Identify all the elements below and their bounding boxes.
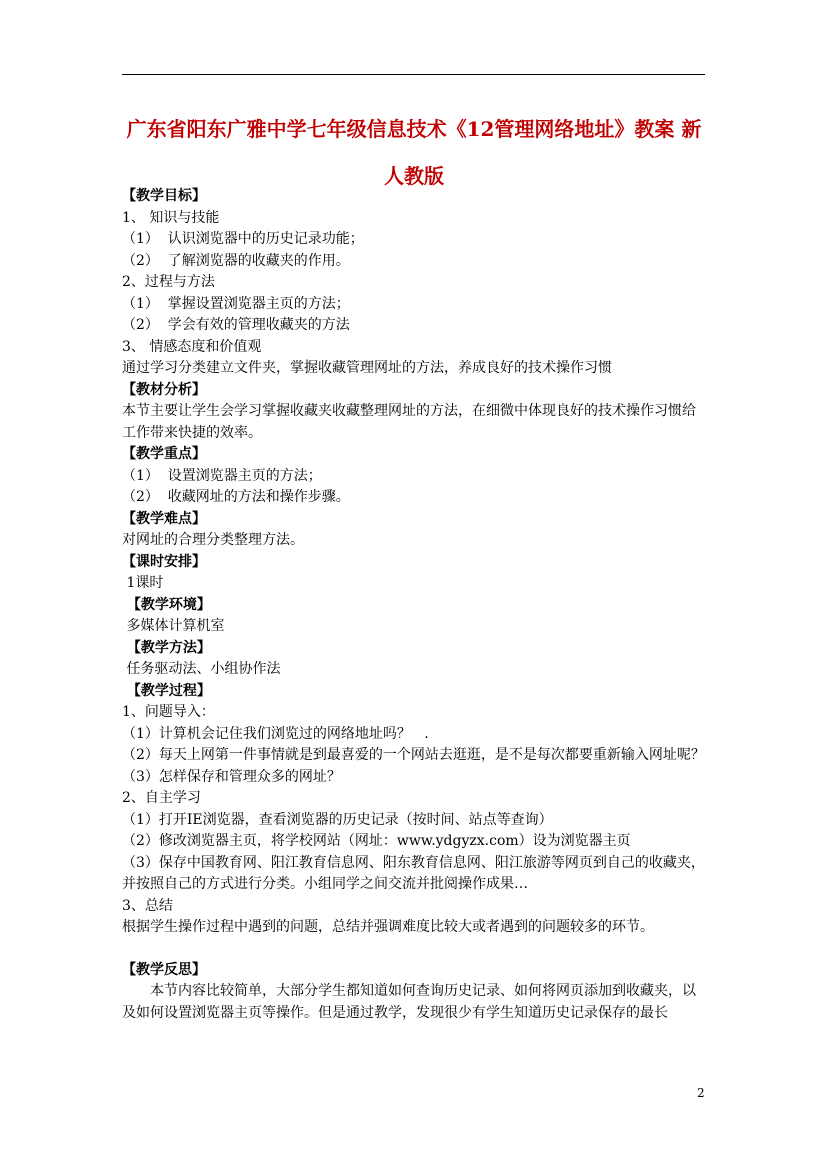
process-line: 1、问题导入： bbox=[122, 704, 215, 720]
process-line: （1）计算机会记住我们浏览过的网络地址吗？ . bbox=[122, 725, 429, 742]
section-heading-process: 【教学过程】 bbox=[122, 682, 211, 699]
section-heading-analysis: 【教材分析】 bbox=[122, 381, 206, 398]
process-line: （2）修改浏览器主页，将学校网站（网址：www.ydgyzx.com）设为浏览器主页 bbox=[122, 833, 631, 849]
objective-line: （2） 学会有效的管理收藏夹的方法 bbox=[122, 317, 350, 333]
objective-line: 1、 知识与技能 bbox=[122, 209, 220, 226]
page-number: 2 bbox=[697, 1086, 705, 1100]
process-line: 3、总结 bbox=[122, 897, 173, 914]
section-heading-objectives: 【教学目标】 bbox=[122, 188, 206, 204]
methods-text: 任务驱动法、小组协作法 bbox=[122, 661, 281, 677]
analysis-text: 本节主要让学生会学习掌握收藏夹收藏整理网址的方法，在细微中体现良好的技术操作习惯给工作带来快捷的效率。 bbox=[122, 403, 696, 441]
section-heading-reflection: 【教学反思】 bbox=[122, 961, 206, 978]
process-line: 2、自主学习 bbox=[122, 790, 201, 806]
environment-text: 多媒体计算机室 bbox=[122, 618, 225, 634]
objective-line: （1） 掌握设置浏览器主页的方法； bbox=[122, 295, 350, 312]
process-line: （3）保存中国教育网、阳江教育信息网、阳东教育信息网、阳江旅游等网页到自己的收藏夹，并按照自己的方式进行分类。小组同学之间交流并批阅操作成果… bbox=[122, 854, 705, 892]
objective-line: （2） 了解浏览器的收藏夹的作用。 bbox=[122, 252, 350, 269]
objective-line: 2、过程与方法 bbox=[122, 274, 215, 290]
reflection-text: 本节内容比较简单，大部分学生都知道如何查询历史记录、如何将网页添加到收藏夹，以及如何设置浏览器主页等操作。但是通过教学，发现很少有学生知道历史记录保存的最长 bbox=[122, 983, 696, 1021]
document-title: 广东省阳东广雅中学七年级信息技术《12管理网络地址》教案 新人教版 bbox=[126, 117, 702, 188]
key-point-line: （2） 收藏网址的方法和操作步骤。 bbox=[122, 489, 350, 505]
process-line: （3）怎样保存和管理众多的网址？ bbox=[122, 768, 341, 785]
section-heading-key-points: 【教学重点】 bbox=[122, 446, 206, 462]
section-heading-methods: 【教学方法】 bbox=[122, 639, 211, 656]
document-body bbox=[122, 186, 707, 1024]
key-point-line: （1） 设置浏览器主页的方法； bbox=[122, 467, 322, 484]
objective-line: （1） 认识浏览器中的历史记录功能； bbox=[122, 231, 364, 247]
objective-line: 通过学习分类建立文件夹，掌握收藏管理网址的方法，养成良好的技术操作习惯 bbox=[122, 360, 612, 376]
process-line: 根据学生操作过程中遇到的问题，总结并强调难度比较大或者遇到的问题较多的环节。 bbox=[122, 919, 654, 935]
blank-line bbox=[122, 939, 707, 960]
header-rule bbox=[122, 74, 705, 75]
section-heading-environment: 【教学环境】 bbox=[122, 596, 211, 613]
section-heading-difficulty: 【教学难点】 bbox=[122, 510, 206, 527]
schedule-text: 1课时 bbox=[122, 575, 164, 591]
objective-line: 3、 情感态度和价值观 bbox=[122, 338, 262, 355]
difficulty-text: 对网址的合理分类整理方法。 bbox=[122, 532, 304, 548]
process-line: （2）每天上网第一件事情就是到最喜爱的一个网站去逛逛，是不是每次都要重新输入网址呢？ bbox=[122, 747, 705, 763]
section-heading-schedule: 【课时安排】 bbox=[122, 553, 206, 570]
process-line: （1）打开IE浏览器，查看浏览器的历史记录（按时间、站点等查询） bbox=[122, 811, 553, 828]
